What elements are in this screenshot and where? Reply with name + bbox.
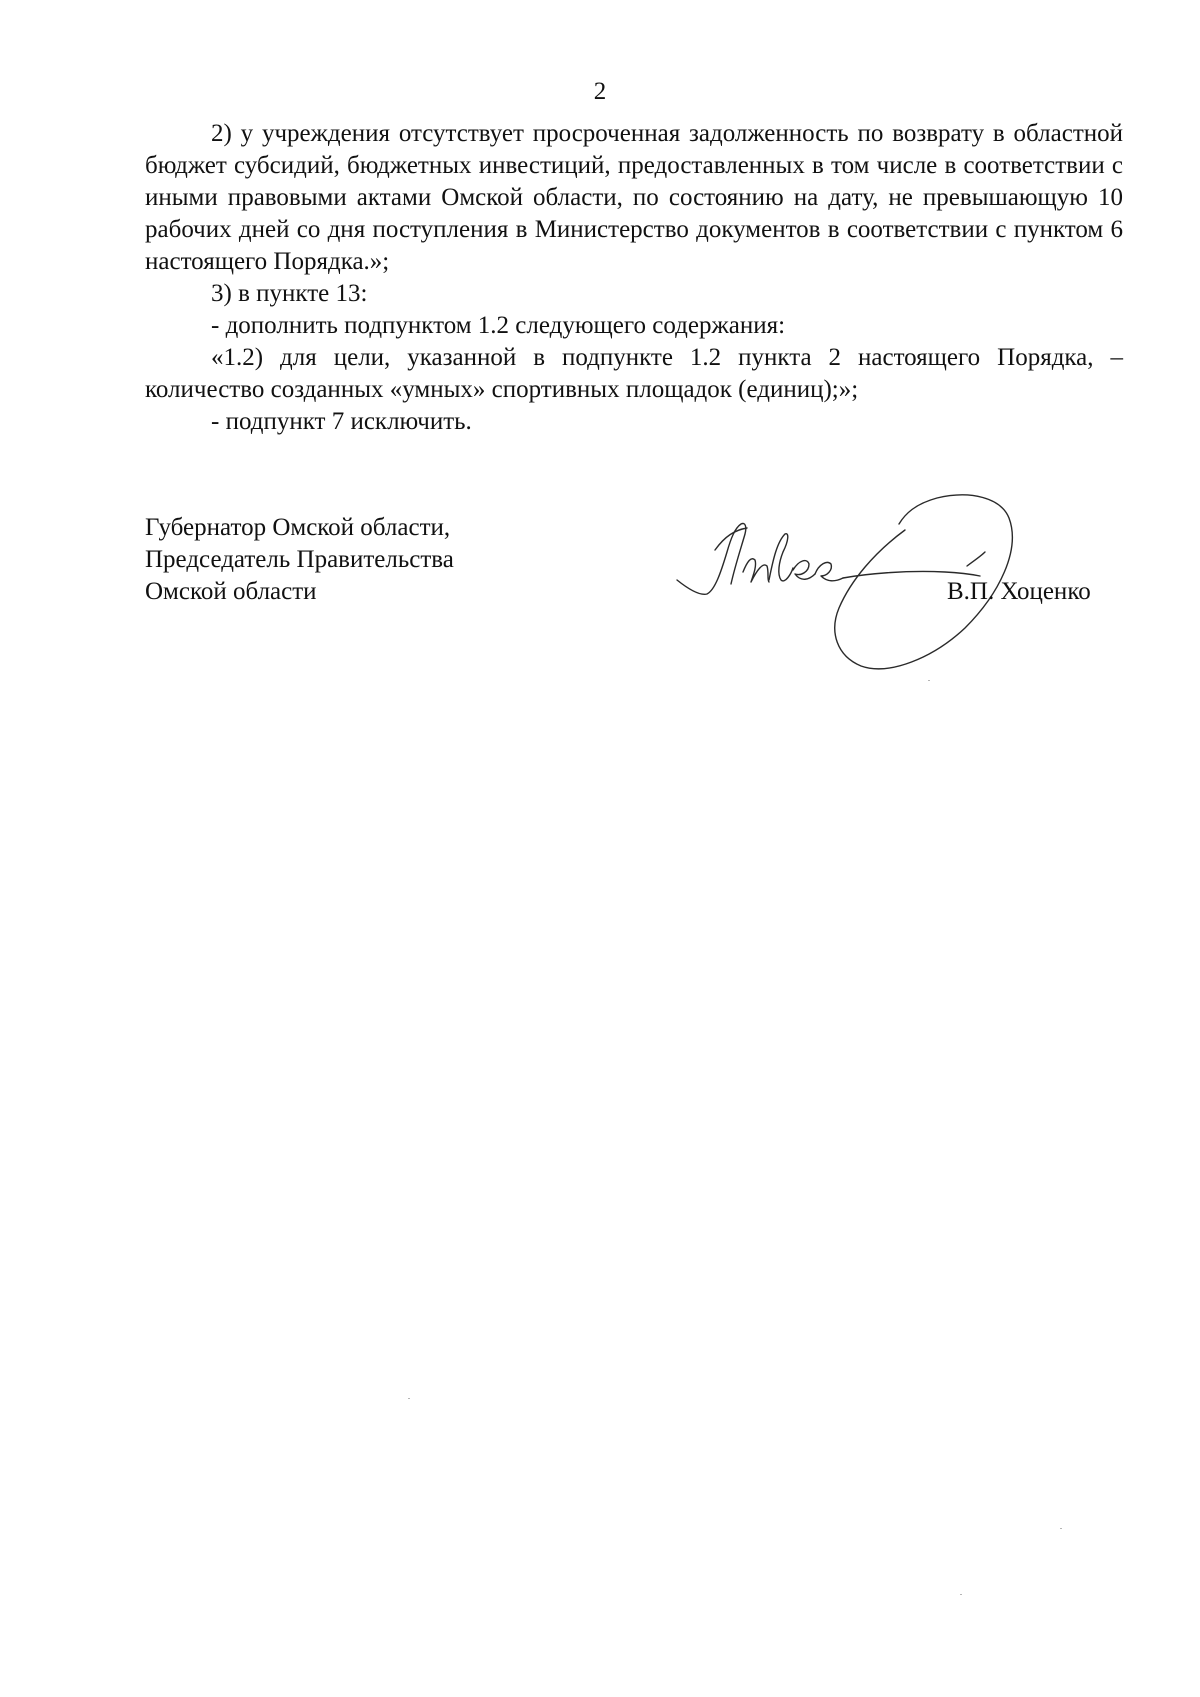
scan-speck [1060, 1528, 1062, 1529]
paragraph-subitem-1-2: «1.2) для цели, указанной в подпункте 1.2 пункта 2 настоящего Порядка, – количество созданных «умных» спортивных площадок (единиц);»; [145, 344, 1123, 403]
signer-position [145, 512, 645, 608]
paragraph-add-subitem: - дополнить подпунктом 1.2 следующего содержания: [211, 312, 786, 339]
signer-name: В.П. Хоценко [947, 578, 1091, 605]
document-body [145, 118, 1123, 438]
scan-speck [960, 1594, 962, 1595]
paragraph-item-3: 3) в пункте 13: [211, 280, 368, 307]
scan-speck [408, 1398, 410, 1399]
paragraph-item-2: 2) у учреждения отсутствует просроченная задолженность по возврату в областной бюджет субсидий, бюджетных инвестиций, предоставленных в том числе в соответствии с иными правовыми актами Омской области, по состоянию на дату, не превышающую 10 рабочих дней со дня поступления в Министерство документов в соответствии с пунктом 6 настоящего Порядка.»; [145, 120, 1123, 275]
signer-position-line-1: Губернатор Омской области, [145, 514, 451, 541]
paragraph-exclude-subitem: - подпункт 7 исключить. [211, 408, 472, 435]
page-number: 2 [593, 78, 607, 105]
signer-position-line-3: Омской области [145, 578, 317, 605]
scan-speck [928, 680, 930, 681]
signer-position-line-2: Председатель Правительства [145, 546, 454, 573]
